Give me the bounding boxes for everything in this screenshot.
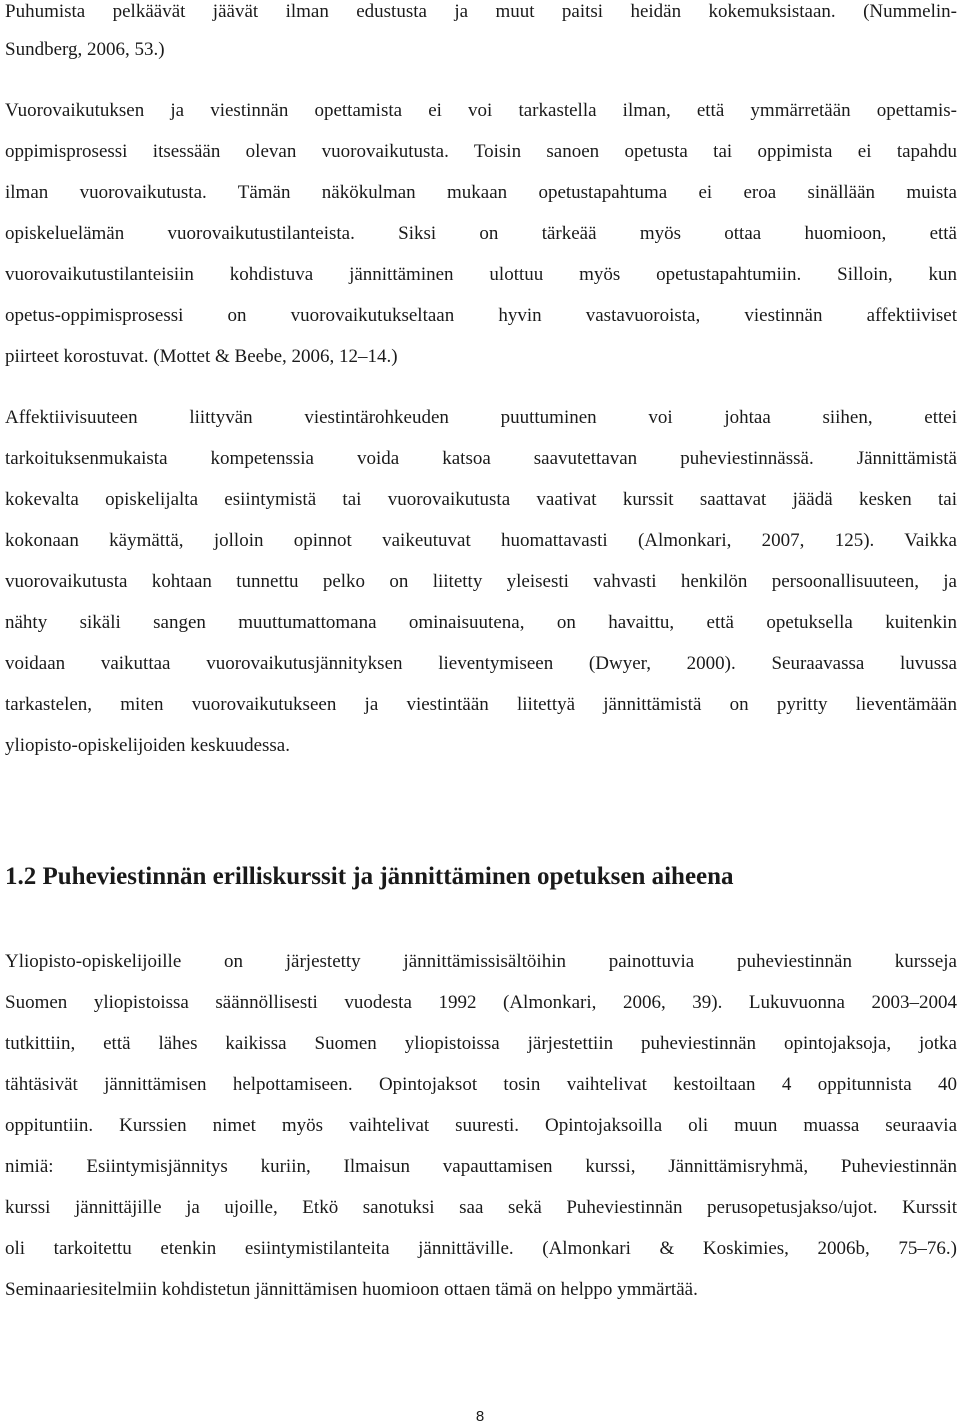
paragraph-4-line-1: Yliopisto-opiskelijoille on järjestetty jännittämissisältöihin painottuvia puheviestinnän kursseja	[5, 951, 957, 972]
paragraph-2-line-7: piirteet korostuvat. (Mottet & Beebe, 2006, 12–14.)	[5, 346, 398, 367]
paragraph-3-line-1: Affektiivisuuteen liittyvän viestintärohkeuden puuttuminen voi johtaa siihen, ettei	[5, 407, 957, 428]
paragraph-3-line-5: vuorovaikutusta kohtaan tunnettu pelko on liitetty yleisesti vahvasti henkilön persoonallisuuteen, ja	[5, 571, 957, 592]
paragraph-3-line-9: yliopisto-opiskelijoiden keskuudessa.	[5, 735, 290, 756]
paragraph-3-line-3: kokevalta opiskelijalta esiintymistä tai vuorovaikutusta vaativat kurssit saattavat jäädä kesken tai	[5, 489, 957, 510]
paragraph-4-line-7: kurssi jännittäjille ja ujoille, Etkö sanotuksi saa sekä Puheviestinnän perusopetusjakso/ujot. Kurssit	[5, 1197, 957, 1218]
paragraph-1-line-2: Sundberg, 2006, 53.)	[5, 39, 165, 60]
section-heading: 1.2 Puheviestinnän erilliskurssit ja jännittäminen opetuksen aiheena	[5, 863, 734, 890]
paragraph-4-line-9: Seminaariesitelmiin kohdistetun jännittämisen huomioon ottaen tämä on helppo ymmärtää.	[5, 1279, 698, 1300]
paragraph-2-line-2: oppimisprosessi itsessään olevan vuorovaikutusta. Toisin sanoen opetusta tai oppimista ei tapahdu	[5, 141, 957, 162]
paragraph-3-line-8: tarkastelen, miten vuorovaikutukseen ja viestintään liitettyä jännittämistä on pyritty lieventämään	[5, 694, 957, 715]
paragraph-2-line-1: Vuorovaikutuksen ja viestinnän opettamista ei voi tarkastella ilman, että ymmärretään opettamis-	[5, 100, 957, 121]
paragraph-4-line-2: Suomen yliopistoissa säännöllisesti vuodesta 1992 (Almonkari, 2006, 39). Lukuvuonna 2003–2004	[5, 992, 957, 1013]
paragraph-3-line-4: kokonaan käymättä, jolloin opinnot vaikeutuvat huomattavasti (Almonkari, 2007, 125). Vaikka	[5, 530, 957, 551]
page-number: 8	[475, 1408, 485, 1425]
paragraph-3-line-6: nähty sikäli sangen muuttumattomana ominaisuutena, on havaittu, että opetuksella kuitenkin	[5, 612, 957, 633]
paragraph-4-line-8: oli tarkoitettu etenkin esiintymistilanteita jännittäville. (Almonkari & Koskimies, 2006b, 75–76.)	[5, 1238, 957, 1259]
paragraph-2-line-6: opetus-oppimisprosessi on vuorovaikutukseltaan hyvin vastavuoroista, viestinnän affektiiviset	[5, 305, 957, 326]
paragraph-2-line-3: ilman vuorovaikutusta. Tämän näkökulman mukaan opetustapahtuma ei eroa sinällään muista	[5, 182, 957, 203]
paragraph-3-line-7: voidaan vaikuttaa vuorovaikutusjännityksen lieventymiseen (Dwyer, 2000). Seuraavassa luvussa	[5, 653, 957, 674]
paragraph-1-line-1: Puhumista pelkäävät jäävät ilman edustusta ja muut paitsi heidän kokemuksistaan. (Nummelin-	[5, 1, 957, 22]
paragraph-4-line-5: oppituntiin. Kurssien nimet myös vaihtelivat suuresti. Opintojaksoilla oli muun muassa seuraavia	[5, 1115, 957, 1136]
paragraph-4-line-4: tähtäsivät jännittämisen helpottamiseen. Opintojaksot tosin vaihtelivat kestoiltaan 4 oppitunnista 40	[5, 1074, 957, 1095]
paragraph-4-line-6: nimiä: Esiintymisjännitys kuriin, Ilmaisun vapauttamisen kurssi, Jännittämisryhmä, Puheviestinnän	[5, 1156, 957, 1177]
paragraph-4-line-3: tutkittiin, että lähes kaikissa Suomen yliopistoissa järjestettiin puheviestinnän opintojaksoja, jotka	[5, 1033, 957, 1054]
paragraph-2-line-4: opiskeluelämän vuorovaikutustilanteista. Siksi on tärkeää myös ottaa huomioon, että	[5, 223, 957, 244]
paragraph-3-line-2: tarkoituksenmukaista kompetenssia voida katsoa saavutettavan puheviestinnässä. Jännittämistä	[5, 448, 957, 469]
paragraph-2-line-5: vuorovaikutustilanteisiin kohdistuva jännittäminen ulottuu myös opetustapahtumiin. Silloin, kun	[5, 264, 957, 285]
